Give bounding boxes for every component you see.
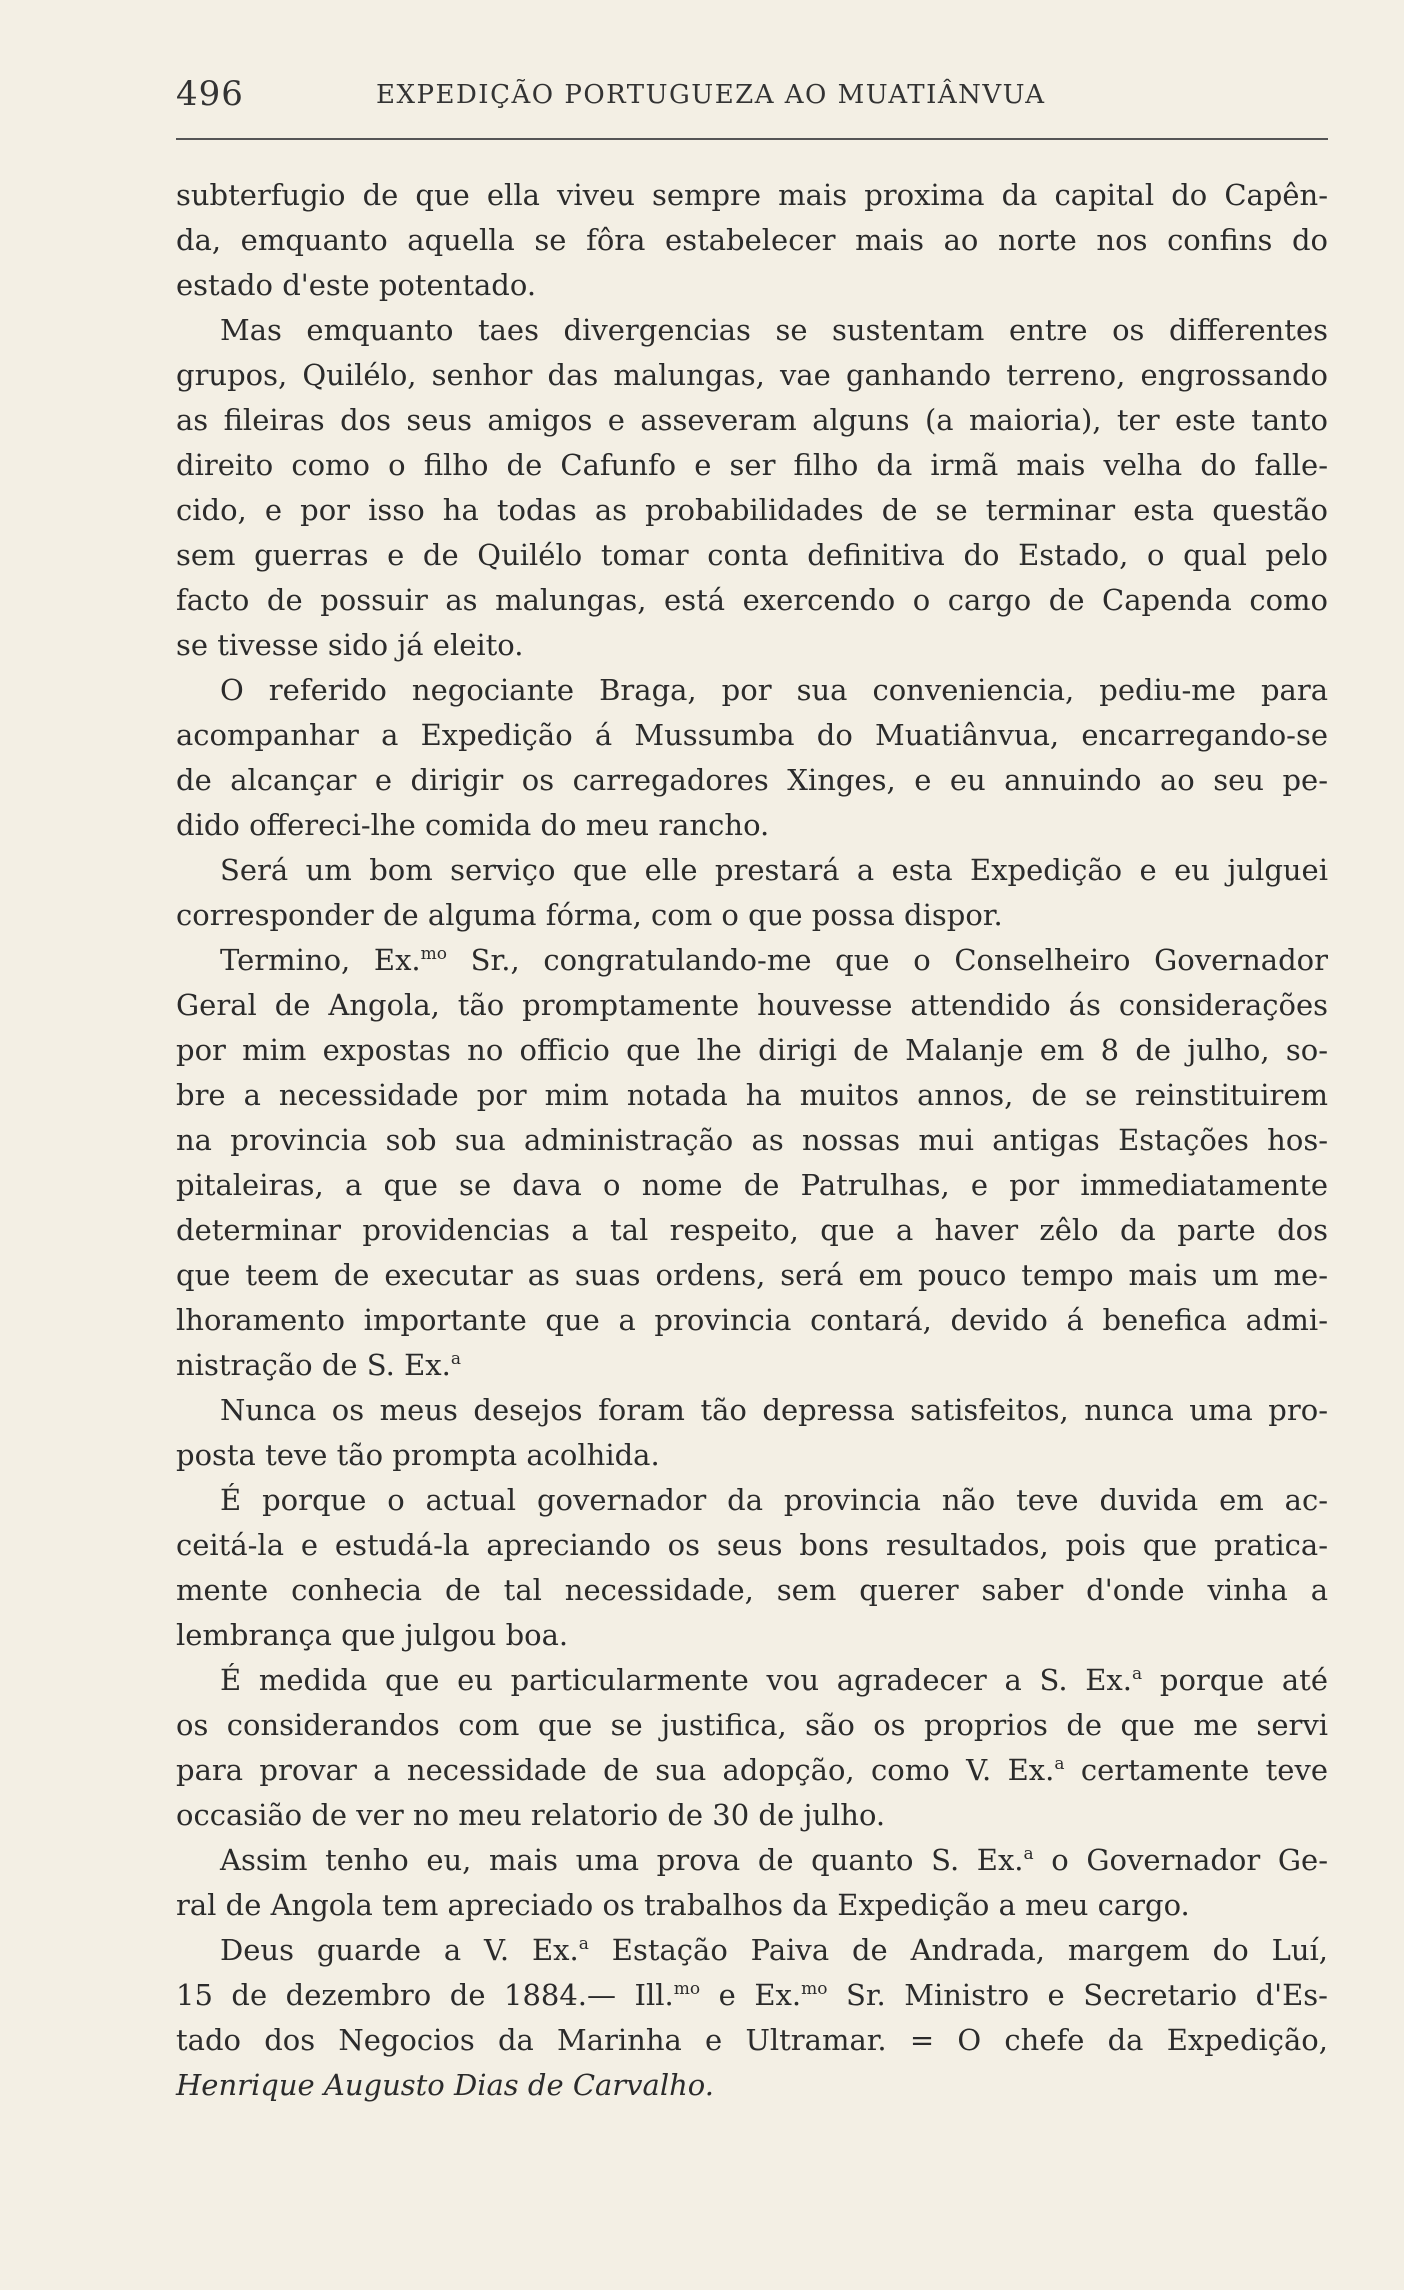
text-line: os considerandos com que se justifica, são os proprios de que me servi: [176, 1708, 1328, 1742]
text-line: da, emquanto aquella se fôra estabelecer mais ao norte nos confins do: [176, 223, 1328, 257]
body-text: [176, 173, 1328, 2108]
text-line: Deus guarde a V. Ex.$^a$ Estação Paiva de Andrada, margem do Luí,: [220, 1933, 1328, 1967]
header-rule: [176, 138, 1328, 140]
text-line: Assim tenho eu, mais uma prova de quanto S. Ex.$^a$ o Governador Ge-: [220, 1843, 1328, 1877]
text-line: ral de Angola tem apreciado os trabalhos da Expedição a meu cargo.: [176, 1888, 1190, 1922]
text-line: as fileiras dos seus amigos e asseveram alguns (a maioria), ter este tanto: [176, 403, 1328, 437]
text-line: corresponder de alguma fórma, com o que possa dispor.: [176, 898, 1003, 932]
text-line: Geral de Angola, tão promptamente houvesse attendido ás considerações: [176, 988, 1328, 1022]
text-line: mente conhecia de tal necessidade, sem querer saber d'onde vinha a: [176, 1573, 1328, 1607]
text-line: se tivesse sido já eleito.: [176, 628, 524, 662]
text-line: por mim expostas no officio que lhe dirigi de Malanje em 8 de julho, so-: [176, 1033, 1328, 1067]
text-line: cido, e por isso ha todas as probabilidades de se terminar esta questão: [176, 493, 1328, 527]
text-line: acompanhar a Expedição á Mussumba do Muatiânvua, encarregando-se: [176, 718, 1328, 752]
text-line: grupos, Quilélo, senhor das malungas, vae ganhando terreno, engrossando: [176, 358, 1328, 392]
text-line: que teem de executar as suas ordens, será em pouco tempo mais um me-: [176, 1258, 1328, 1292]
text-line: de alcançar e dirigir os carregadores Xinges, e eu annuindo ao seu pe-: [176, 763, 1328, 797]
text-line: Nunca os meus desejos foram tão depressa satisfeitos, nunca uma pro-: [220, 1393, 1328, 1427]
text-line: sem guerras e de Quilélo tomar conta definitiva do Estado, o qual pelo: [176, 538, 1328, 572]
text-line: para provar a necessidade de sua adopção, como V. Ex.$^a$ certamente teve: [176, 1753, 1328, 1787]
text-line: É medida que eu particularmente vou agradecer a S. Ex.$^a$ porque até: [220, 1663, 1328, 1697]
text-line: O referido negociante Braga, por sua conveniencia, pediu-me para: [220, 673, 1328, 707]
text-line: tado dos Negocios da Marinha e Ultramar. = O chefe da Expedição,: [176, 2023, 1328, 2057]
text-line: nistração de S. Ex.$^a$: [176, 1348, 461, 1382]
text-line: É porque o actual governador da provincia não teve duvida em ac-: [220, 1483, 1328, 1517]
text-line: bre a necessidade por mim notada ha muitos annos, de se reinstituirem: [176, 1078, 1328, 1112]
text-line: lembrança que julgou boa.: [176, 1618, 569, 1652]
text-line: determinar providencias a tal respeito, que a haver zêlo da parte dos: [176, 1213, 1328, 1247]
text-line: 15 de dezembro de 1884.— Ill.$^{mo}$ e Ex.$^{mo}$ Sr. Ministro e Secretario d'Es-: [176, 1978, 1328, 2012]
text-line: facto de possuir as malungas, está exercendo o cargo de Capenda como: [176, 583, 1328, 617]
text-line: occasião de ver no meu relatorio de 30 de julho.: [176, 1798, 886, 1832]
text-line: dido offereci-lhe comida do meu rancho.: [176, 808, 770, 842]
text-line: lhoramento importante que a provincia contará, devido á benefica admi-: [176, 1303, 1328, 1337]
text-line: estado d'este potentado.: [176, 268, 537, 302]
text-line: posta teve tão prompta acolhida.: [176, 1438, 660, 1472]
text-line: subterfugio de que ella viveu sempre mais proxima da capital do Capên-: [176, 178, 1328, 212]
text-line: Mas emquanto taes divergencias se sustentam entre os differentes: [220, 313, 1328, 347]
page-number: 496: [176, 74, 244, 114]
text-line: direito como o filho de Cafunfo e ser filho da irmã mais velha do falle-: [176, 448, 1328, 482]
signature-line: Henrique Augusto Dias de Carvalho.: [176, 2068, 714, 2102]
text-line: ceitá-la e estudá-la apreciando os seus bons resultados, pois que pratica-: [176, 1528, 1328, 1562]
text-line: Termino, Ex.$^{mo}$ Sr., congratulando-me que o Conselheiro Governador: [220, 943, 1328, 977]
text-line: na provincia sob sua administração as nossas mui antigas Estações hos-: [176, 1123, 1328, 1157]
running-title: EXPEDIÇÃO PORTUGUEZA AO MUATIÂNVUA: [376, 80, 1046, 110]
text-line: pitaleiras, a que se dava o nome de Patrulhas, e por immediatamente: [176, 1168, 1328, 1202]
page-header: [176, 74, 1328, 126]
text-line: Será um bom serviço que elle prestará a esta Expedição e eu julguei: [220, 853, 1328, 887]
